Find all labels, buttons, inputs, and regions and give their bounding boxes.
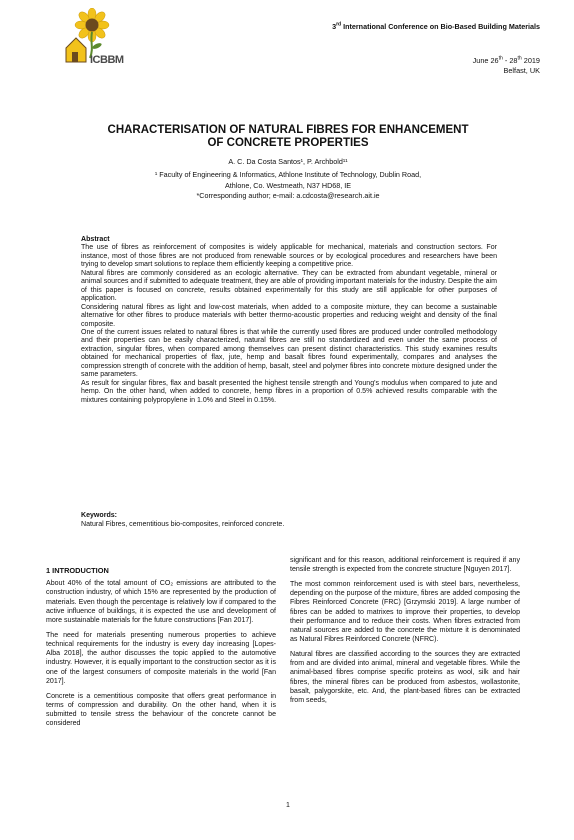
body-paragraph: Natural fibres are classified according to the sources they are extracted from and are divided into animal, mineral and vegetable fibres. While the animal-based fibres comprise specific proteins as wool, silk and hair fibres, the mineral fibres can be produced from asbestos, wollastonite, basalt, palygorskite, etc. And, the plant-based fibres can be extracted from seeds, — [290, 651, 520, 705]
section-heading-introduction: 1 INTRODUCTION — [46, 566, 109, 575]
body-paragraph: The most common reinforcement used is with steel bars, nevertheless, depending on the purpose of the mixture, fibres are added composing the Fibres Reinforced Concrete (FRC) [Grzymski 2019]. A large number of fibres can be added to matrixes to improve their properties, to develop their performance and to reduce their costs. When fibres extracted from natural sources are added to the concrete the mixture it is denominated as Natural Fibres Reinforced Concrete (NFRC). — [290, 581, 520, 644]
page-number: 1 — [286, 802, 290, 809]
conference-dates — [380, 56, 540, 76]
paper-authors: A. C. Da Costa Santos¹, P. Archbold¹¹ — [228, 157, 348, 166]
abstract-paragraph: As result for singular fibres, flax and basalt presented the highest tensile strength and Young's modulus when compared to jute and hemp. On the other hand, when added to concrete, hemp fibres in a proportion of 0.5% achieved results comparable with the mixtures containing polypropylene in 1.0% and Steel in 0.15%. — [81, 379, 497, 404]
paper-title — [60, 124, 516, 150]
date-end-suffix: th — [517, 55, 522, 62]
keywords-heading: Keywords: — [81, 512, 118, 519]
abstract-heading: Abstract — [81, 236, 110, 243]
conference-ordinal: 3 — [332, 22, 337, 31]
keywords-text: Natural Fibres, cementitious bio-composites, reinforced concrete. — [81, 521, 285, 528]
conference-name: International Conference on Bio-Based Building Materials — [341, 22, 540, 31]
date-range — [380, 56, 540, 66]
author-affiliation — [100, 170, 476, 202]
abstract-paragraph: The use of fibres as reinforcement of composites is widely applicable for mechanical, materials and construction sectors. For instance, most of those fibres are not produced from renewable sources or by ecological procedures and researchers have been trying to develop smart solutions to replace them efficiently keeping a competitive price. — [81, 244, 497, 269]
conference-location: Belfast, UK — [503, 66, 540, 75]
abstract-section — [81, 236, 497, 405]
conference-logo — [52, 8, 136, 70]
affiliation-line-2: Athlone, Co. Westmeath, N37 HD68, IE — [224, 180, 352, 190]
date-start: June 26 — [472, 56, 499, 65]
abstract-paragraph: Considering natural fibres as light and low-cost materials, when added to a composite mixture, they can become a sustainable alternative for other fibres to produce materials with better thermo-acoustic properties and reducing weight and density of the final composite. — [81, 303, 497, 328]
body-column-left — [46, 566, 276, 734]
body-paragraph: Concrete is a cementitious composite that offers great performance in terms of compression and durability. On the other hand, when it is submitted to tensile stress the behaviour of the concrete cannot be considered — [46, 692, 276, 728]
affiliation-line-1: ¹ Faculty of Engineering & Informatics, Athlone Institute of Technology, Dublin Road, — [154, 170, 422, 179]
keywords-section — [81, 511, 497, 529]
body-paragraph: About 40% of the total amount of CO₂ emissions are attributed to the construction industry, of which 15% are represented by the production of materials. Even though the percentage is relatively low if compared to the active influence of buildings, it is expected the use and development of more sustainable materials for the future constructions [Fan 2017]. — [46, 580, 276, 625]
paper-title-line-2: OF CONCRETE PROPERTIES — [207, 137, 369, 149]
date-year: 2019 — [521, 56, 540, 65]
body-paragraph: significant and for this reason, additional reinforcement is required if any tensile strength is expected from the concrete structure [Nguyen 2017]. — [290, 557, 520, 574]
conference-ordinal-suffix: rd — [336, 21, 342, 28]
date-start-suffix: th — [498, 55, 503, 62]
corresponding-author: *Corresponding author; e-mail: a.cdcosta@research.ait.ie — [196, 191, 380, 200]
body-column-right — [290, 556, 520, 711]
abstract-paragraph: Natural fibres are commonly considered as an ecologic alternative. They can be extracted from abundant vegetable, mineral or animal sources and if submitted to adequate treatment, they are able of providing important materials for the industry. Despite the aim of this paper is focused on concrete, results obtained experimentally for this study are still applicable for other purposes of application. — [81, 269, 497, 303]
logo-text: ICBBM — [90, 54, 124, 66]
paper-title-line-1: CHARACTERISATION OF NATURAL FIBRES FOR ENHANCEMENT — [107, 124, 469, 136]
date-separator: - 28 — [502, 56, 518, 65]
body-paragraph: The need for materials presenting numerous properties to achieve technical requirements for the industry is every day increasing [Lopes-Alba 2018], the author discusses the topic applied to the automotive industry. However, it is equally important to the construction sector as it is one of the largest consumers of composite materials in the world [Fan 2017]. — [46, 631, 276, 685]
conference-title — [200, 22, 540, 31]
abstract-paragraph: One of the current issues related to natural fibres is that while the currently used fibres are produced under controlled methodology and their properties can be easily characterized, natural fibres are still no standardized and even under the same process of extraction, singular fibres, when compared among themselves can present distinct characteristics. This study examines results obtained for mechanical properties of flax, jute, hemp and basalt fibres found experimentally, compares and analyses the compression strength of concrete with the addition of hemp, basalt, steel and polymer fibres into concrete mixture designed under the same parameters. — [81, 328, 497, 379]
